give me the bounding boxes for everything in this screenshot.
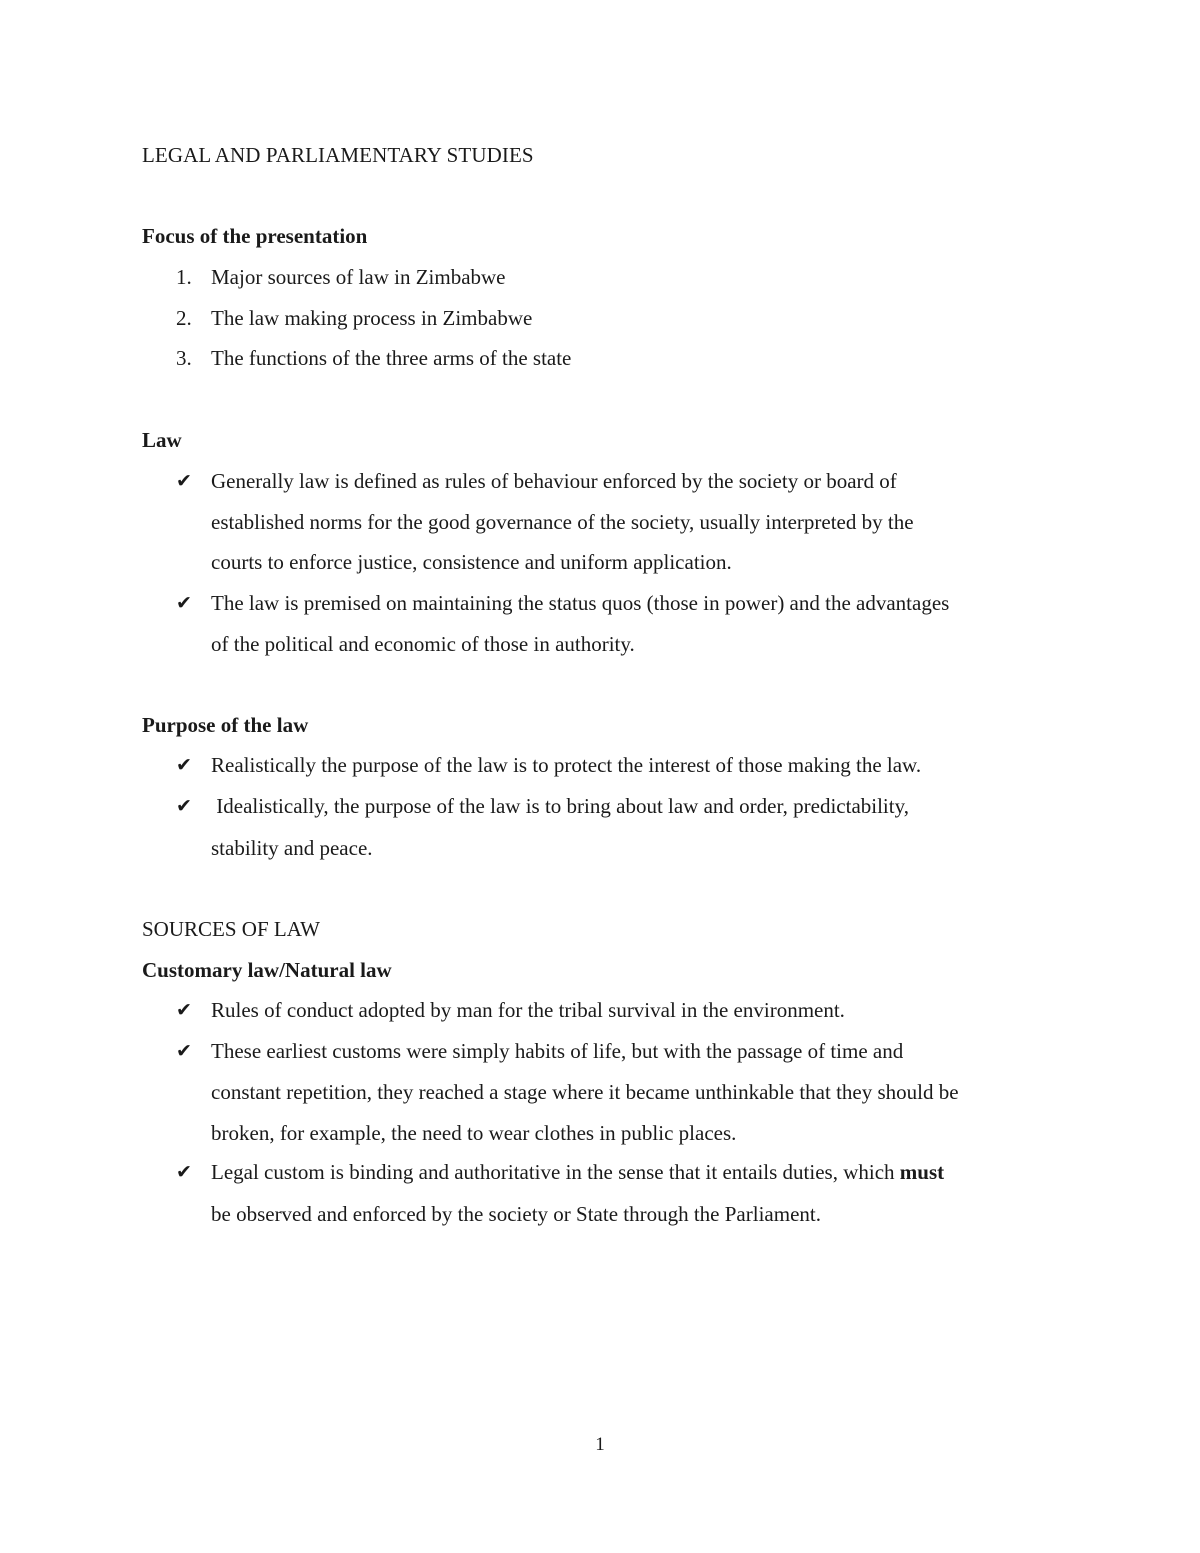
paragraph-line: Generally law is defined as rules of behaviour enforced by the society or board of xyxy=(211,469,897,493)
paragraph-line: broken, for example, the need to wear clothes in public places. xyxy=(211,1121,737,1145)
paragraph-line: courts to enforce justice, consistence and uniform application. xyxy=(211,550,732,574)
list-number: 1. xyxy=(176,265,192,289)
paragraph-text: Legal custom is binding and authoritative in the sense that it entails duties, which xyxy=(211,1160,900,1184)
purpose-heading: Purpose of the law xyxy=(142,713,309,737)
list-item: The functions of the three arms of the state xyxy=(211,346,572,370)
checkmark-icon: ✔ xyxy=(176,470,192,492)
paragraph-line: Rules of conduct adopted by man for the tribal survival in the environment. xyxy=(211,998,845,1022)
paragraph-line: of the political and economic of those in authority. xyxy=(211,632,635,656)
list-number: 2. xyxy=(176,306,192,330)
paragraph-line: The law is premised on maintaining the status quos (those in power) and the advantages xyxy=(211,591,950,615)
list-number: 3. xyxy=(176,346,192,370)
emphasis-text: must xyxy=(899,1160,945,1184)
checkmark-icon: ✔ xyxy=(176,1040,192,1062)
paragraph-line: stability and peace. xyxy=(211,836,373,860)
checkmark-icon: ✔ xyxy=(176,1161,192,1183)
paragraph-line: constant repetition, they reached a stage where it became unthinkable that they should be xyxy=(211,1080,959,1104)
paragraph-line: Realistically the purpose of the law is to protect the interest of those making the law. xyxy=(211,753,922,777)
paragraph-line: be observed and enforced by the society or State through the Parliament. xyxy=(211,1202,821,1226)
checkmark-icon: ✔ xyxy=(176,999,192,1021)
list-item: The law making process in Zimbabwe xyxy=(211,306,533,330)
checkmark-icon: ✔ xyxy=(176,754,192,776)
law-heading: Law xyxy=(142,428,182,452)
focus-heading: Focus of the presentation xyxy=(142,224,368,248)
paragraph-line: established norms for the good governance of the society, usually interpreted by the xyxy=(211,510,914,534)
sources-heading: SOURCES OF LAW xyxy=(142,917,321,941)
paragraph-line: These earliest customs were simply habits of life, but with the passage of time and xyxy=(211,1039,904,1063)
checkmark-icon: ✔ xyxy=(176,795,192,817)
list-item: Major sources of law in Zimbabwe xyxy=(211,265,506,289)
paragraph-line: Idealistically, the purpose of the law is to bring about law and order, predictability, xyxy=(211,794,909,818)
checkmark-icon: ✔ xyxy=(176,592,192,614)
customary-law-subheading: Customary law/Natural law xyxy=(142,958,392,982)
page-number: 1 xyxy=(595,1434,605,1455)
paragraph-line xyxy=(211,1160,944,1185)
document-title: LEGAL AND PARLIAMENTARY STUDIES xyxy=(142,143,534,167)
